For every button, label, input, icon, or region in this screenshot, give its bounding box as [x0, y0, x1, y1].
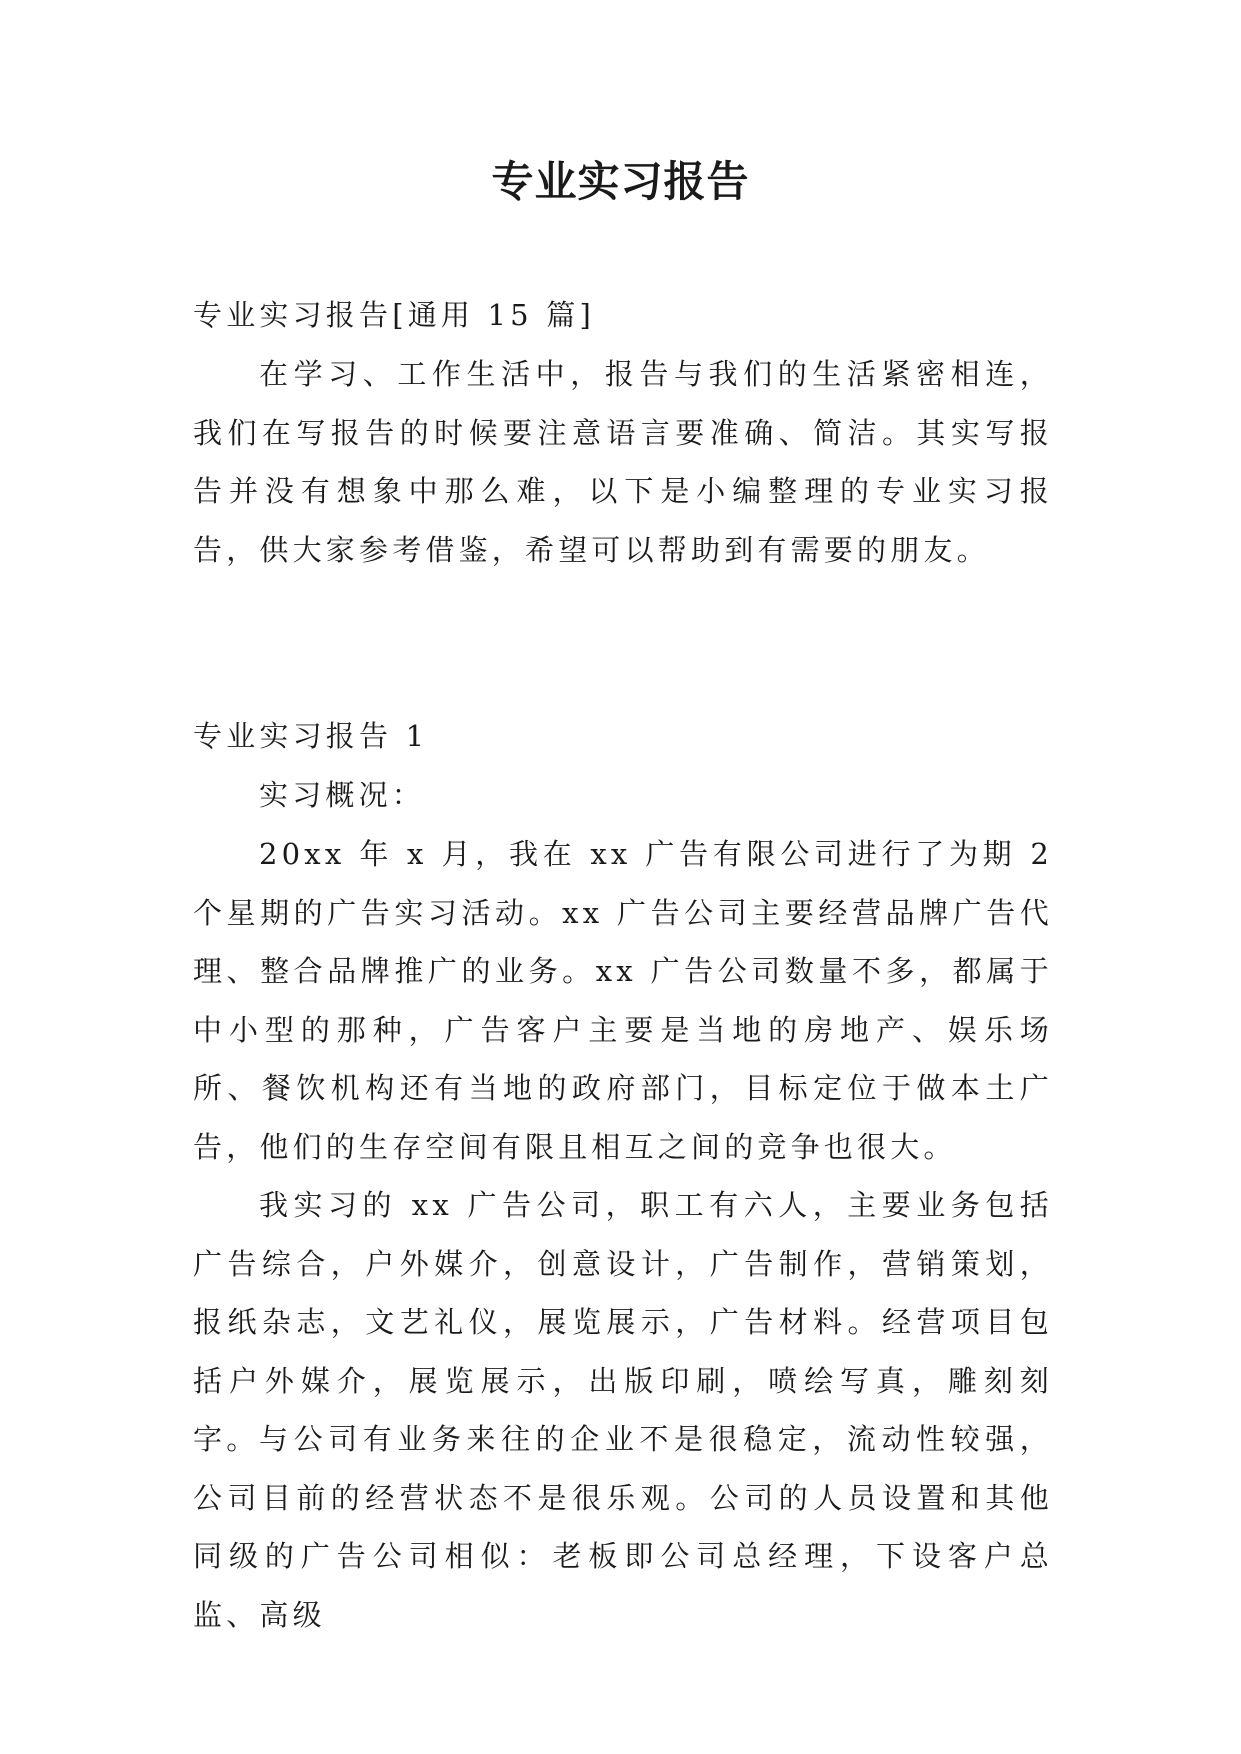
body-paragraph-3: 与公司有业务来往的企业不是很稳定，流动性较强，公司目前的经营状态不是很乐观。公司的人员设置和其他同级的广告公司相似：老板即公司总经理，下设客户总监、高级 [193, 1422, 1053, 1632]
document-subtitle: 专业实习报告[通用 15 篇] [193, 298, 595, 332]
body-paragraph-1: 20xx 年 x 月，我在 xx 广告有限公司进行了为期 2 个星期的广告实习活动。xx 广告公司主要经营品牌广告代理、整合品牌推广的业务。xx 广告公司数量不多，都属于中小型的那种，广告客户主要是当地的房地产、娱乐场所、餐饮机构还有当地的政府部门，目标定位于做本土广告，他们的生存空间有限且相互之间的竞争也很大。 [193, 837, 1053, 1164]
intro-paragraph: 在学习、工作生活中，报告与我们的生活紧密相连，我们在写报告的时候要注意语言要准确、简洁。其实写报告并没有想象中那么难，以下是小编整理的专业实习报告，供大家参考借鉴，希望可以帮助到有需要的朋友。 [193, 357, 1053, 567]
section-heading: 专业实习报告 1 [193, 719, 429, 753]
page-title: 专业实习报告 [491, 157, 750, 206]
body-paragraph-2: 我实习的 xx 广告公司，职工有六人，主要业务包括广告综合，户外媒介，创意设计，广告制作，营销策划，报纸杂志，文艺礼仪，展览展示，广告材料。经营项目包括户外媒介，展览展示，出版印刷，喷绘写真，雕刻刻字。 [193, 1188, 1053, 1456]
overview-label: 实习概况： [259, 778, 426, 812]
